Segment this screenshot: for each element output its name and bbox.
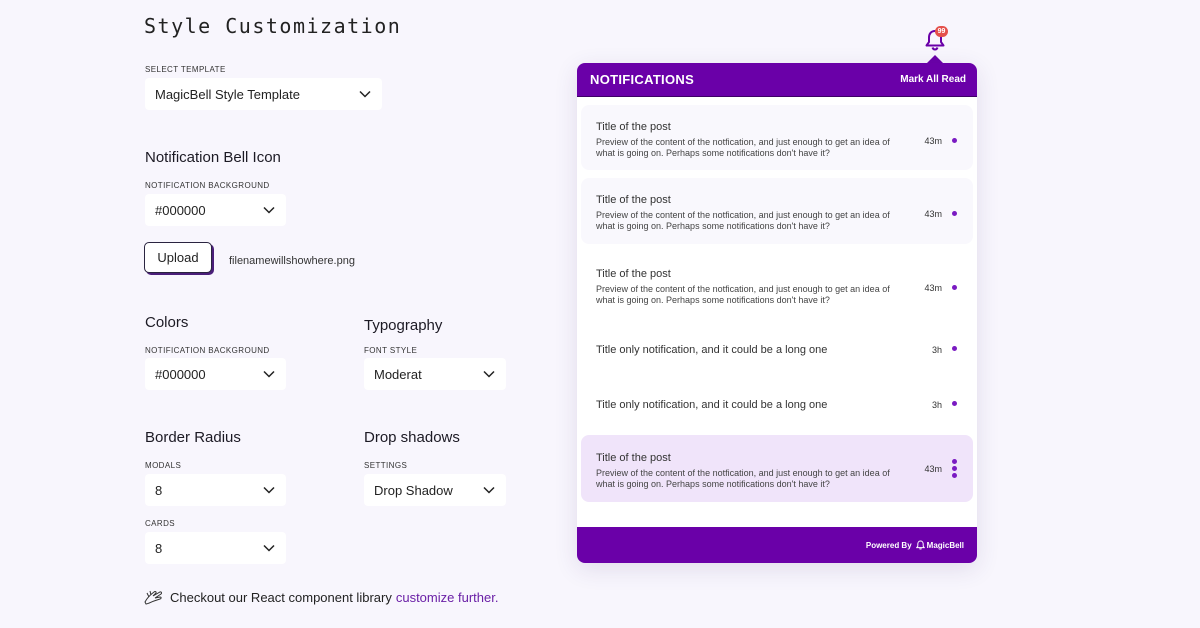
modals-label: MODALS	[145, 461, 182, 470]
magicbell-logo[interactable]	[916, 540, 964, 550]
notification-item[interactable]	[581, 327, 973, 373]
notification-title: Title of the post	[596, 121, 671, 133]
drop-shadows-section-title: Drop shadows	[364, 429, 460, 446]
modals-radius-select[interactable]	[145, 474, 286, 506]
more-options-icon[interactable]	[952, 459, 958, 480]
notification-time: 43m	[924, 283, 942, 293]
magicbell-brand: MagicBell	[926, 540, 964, 550]
notification-time: 43m	[924, 209, 942, 219]
font-style-value: Moderat	[374, 366, 422, 382]
panel-footer	[577, 527, 977, 563]
footer-text: Checkout our React component library	[170, 589, 392, 605]
chevron-down-icon	[262, 541, 276, 555]
template-label: SELECT TEMPLATE	[145, 65, 226, 74]
bell-bg-label: NOTIFICATION BACKGROUND	[145, 181, 270, 190]
chevron-down-icon	[262, 367, 276, 381]
font-style-label: FONT STYLE	[364, 346, 418, 355]
chevron-down-icon	[262, 203, 276, 217]
modals-radius-value: 8	[155, 482, 163, 498]
unread-dot-icon	[952, 346, 957, 351]
notification-title: Title of the post	[596, 194, 671, 206]
template-value: MagicBell Style Template	[155, 86, 300, 102]
pointing-hand-icon	[143, 588, 163, 606]
unread-dot-icon	[952, 285, 957, 290]
chevron-down-icon	[482, 367, 496, 381]
bell-icon-section-title: Notification Bell Icon	[145, 149, 281, 166]
unread-dot-icon	[952, 211, 957, 216]
colors-bg-select[interactable]	[145, 358, 286, 390]
cards-radius-value: 8	[155, 540, 163, 556]
customize-further-link[interactable]: customize further.	[395, 589, 499, 605]
notification-preview: Preview of the content of the notfication, and just enough to get an idea of what is going on. Perhaps some notifications don't have it?	[596, 284, 890, 305]
colors-bg-value: #000000	[155, 366, 206, 382]
template-select[interactable]	[145, 78, 382, 110]
notification-preview: Preview of the content of the notfication, and just enough to get an idea of what is going on. Perhaps some notifications don't have it?	[596, 210, 890, 231]
border-radius-section-title: Border Radius	[145, 429, 241, 446]
notification-preview: Preview of the content of the notfication, and just enough to get an idea of what is going on. Perhaps some notifications don't have it?	[596, 468, 890, 489]
notification-title: Title only notification, and it could be a long one	[596, 399, 828, 411]
shadow-settings-value: Drop Shadow	[374, 482, 453, 498]
page-title: Style Customization	[144, 14, 402, 38]
font-style-select[interactable]	[364, 358, 506, 390]
notification-title: Title only notification, and it could be a long one	[596, 344, 828, 356]
colors-section-title: Colors	[145, 314, 189, 331]
notifications-panel	[577, 63, 977, 563]
shadow-settings-select[interactable]	[364, 474, 506, 506]
magicbell-logo-icon	[916, 540, 925, 550]
notification-time: 43m	[924, 464, 942, 474]
notification-bell-button[interactable]	[924, 26, 950, 52]
chevron-down-icon	[482, 483, 496, 497]
notification-title: Title of the post	[596, 268, 671, 280]
powered-by-text: Powered By	[865, 540, 912, 550]
notification-item[interactable]	[581, 105, 973, 170]
colors-bg-label: NOTIFICATION BACKGROUND	[145, 346, 270, 355]
cards-label: CARDS	[145, 519, 176, 528]
notification-item[interactable]	[581, 252, 973, 318]
panel-title: NOTIFICATIONS	[590, 72, 695, 87]
unread-dot-icon	[952, 138, 957, 143]
mark-all-read-button[interactable]: Mark All Read	[900, 74, 966, 85]
notification-item[interactable]	[581, 178, 973, 244]
typography-section-title: Typography	[364, 317, 443, 334]
bell-bg-value: #000000	[155, 202, 206, 218]
notification-time: 43m	[924, 136, 942, 146]
chevron-down-icon	[262, 483, 276, 497]
unread-count-badge: 99	[935, 26, 948, 37]
bell-bg-select[interactable]	[145, 194, 286, 226]
notification-title: Title of the post	[596, 452, 671, 464]
upload-button[interactable]: Upload	[144, 242, 212, 273]
footer-note	[143, 588, 498, 606]
cards-radius-select[interactable]	[145, 532, 286, 564]
panel-header	[577, 63, 977, 97]
uploaded-filename: filenamewillshowhere.png	[229, 255, 355, 267]
notification-time: 3h	[931, 345, 942, 355]
notification-time: 3h	[931, 400, 942, 410]
shadow-settings-label: SETTINGS	[364, 461, 408, 470]
notification-item[interactable]	[581, 382, 973, 428]
chevron-down-icon	[358, 87, 372, 101]
notification-item[interactable]	[581, 435, 973, 502]
notification-preview: Preview of the content of the notfication, and just enough to get an idea of what is going on. Perhaps some notifications don't have it?	[596, 137, 890, 158]
unread-dot-icon	[952, 401, 957, 406]
